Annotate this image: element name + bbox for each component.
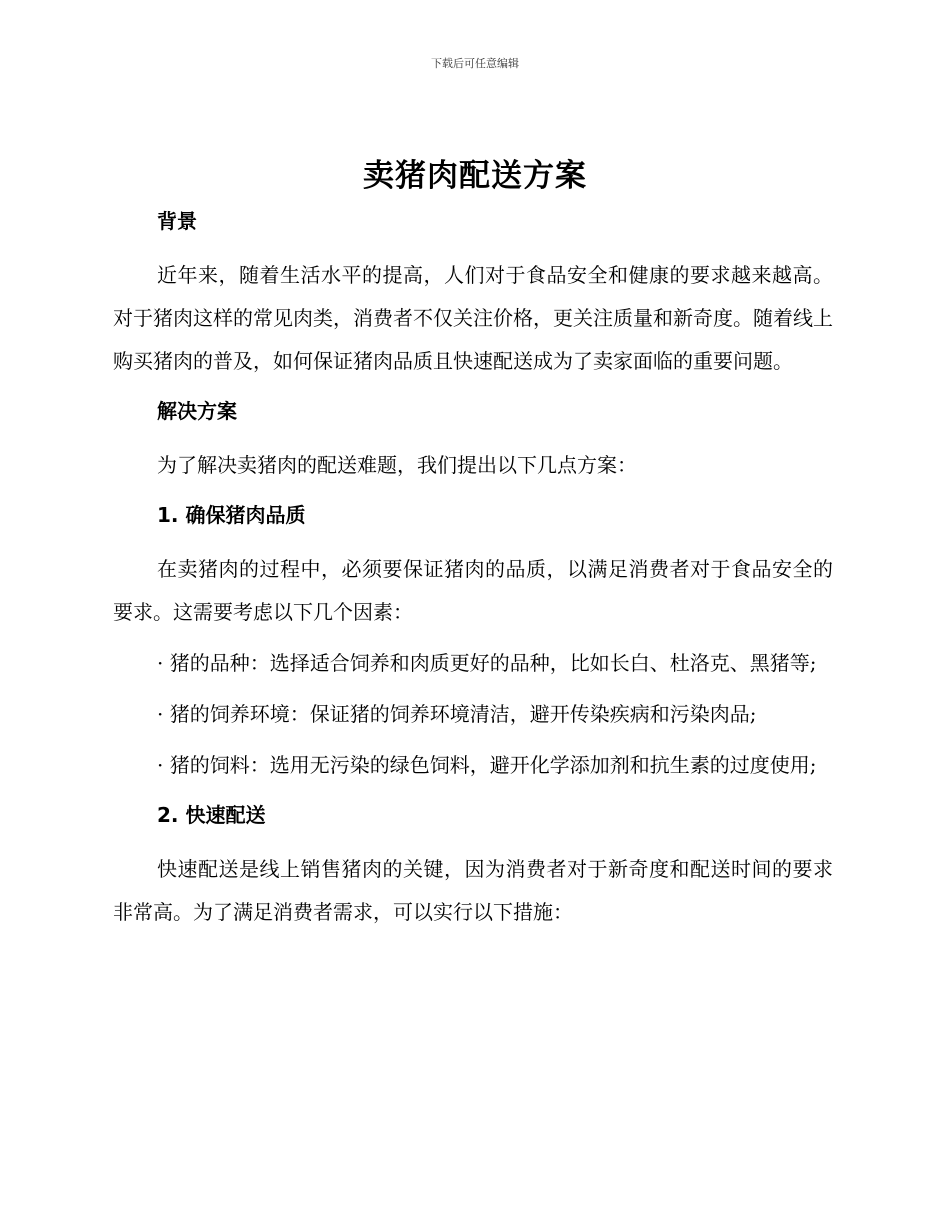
section-heading-background: 背景	[157, 209, 197, 233]
page-title: 卖猪肉配送方案	[363, 158, 587, 194]
section-heading-delivery: 2. 快速配送	[157, 803, 266, 827]
section-heading-quality: 1. 确保猪肉品质	[157, 503, 306, 527]
section-heading-solution: 解决方案	[157, 399, 237, 423]
quality-item-feed: · 猪的饲料：选用无污染的绿色饲料，避开化学添加剂和抗生素的过度使用;	[157, 753, 817, 777]
quality-paragraph: 在卖猪肉的过程中，必须要保证猪肉的品质，以满足消费者对于食品安全的要求。这需要考虑以下几个因素：	[113, 557, 833, 624]
background-paragraph: 近年来，随着生活水平的提高，人们对于食品安全和健康的要求越来越高。对于猪肉这样的常见肉类，消费者不仅关注价格，更关注质量和新奇度。随着线上购买猪肉的普及，如何保证猪肉品质且快速配送成为了卖家面临的重要问题。	[113, 263, 833, 373]
solution-intro-paragraph: 为了解决卖猪肉的配送难题，我们提出以下几点方案：	[157, 453, 637, 477]
header-note: 下载后可任意编辑	[431, 57, 519, 70]
quality-item-environment: · 猪的饲养环境：保证猪的饲养环境清洁，避开传染疾病和污染肉品;	[157, 702, 757, 726]
document-body	[113, 204, 833, 934]
delivery-paragraph: 快速配送是线上销售猪肉的关键，因为消费者对于新奇度和配送时间的要求非常高。为了满足消费者需求，可以实行以下措施：	[113, 857, 833, 924]
quality-item-breed: · 猪的品种：选择适合饲养和肉质更好的品种，比如长白、杜洛克、黑猪等;	[157, 651, 817, 675]
